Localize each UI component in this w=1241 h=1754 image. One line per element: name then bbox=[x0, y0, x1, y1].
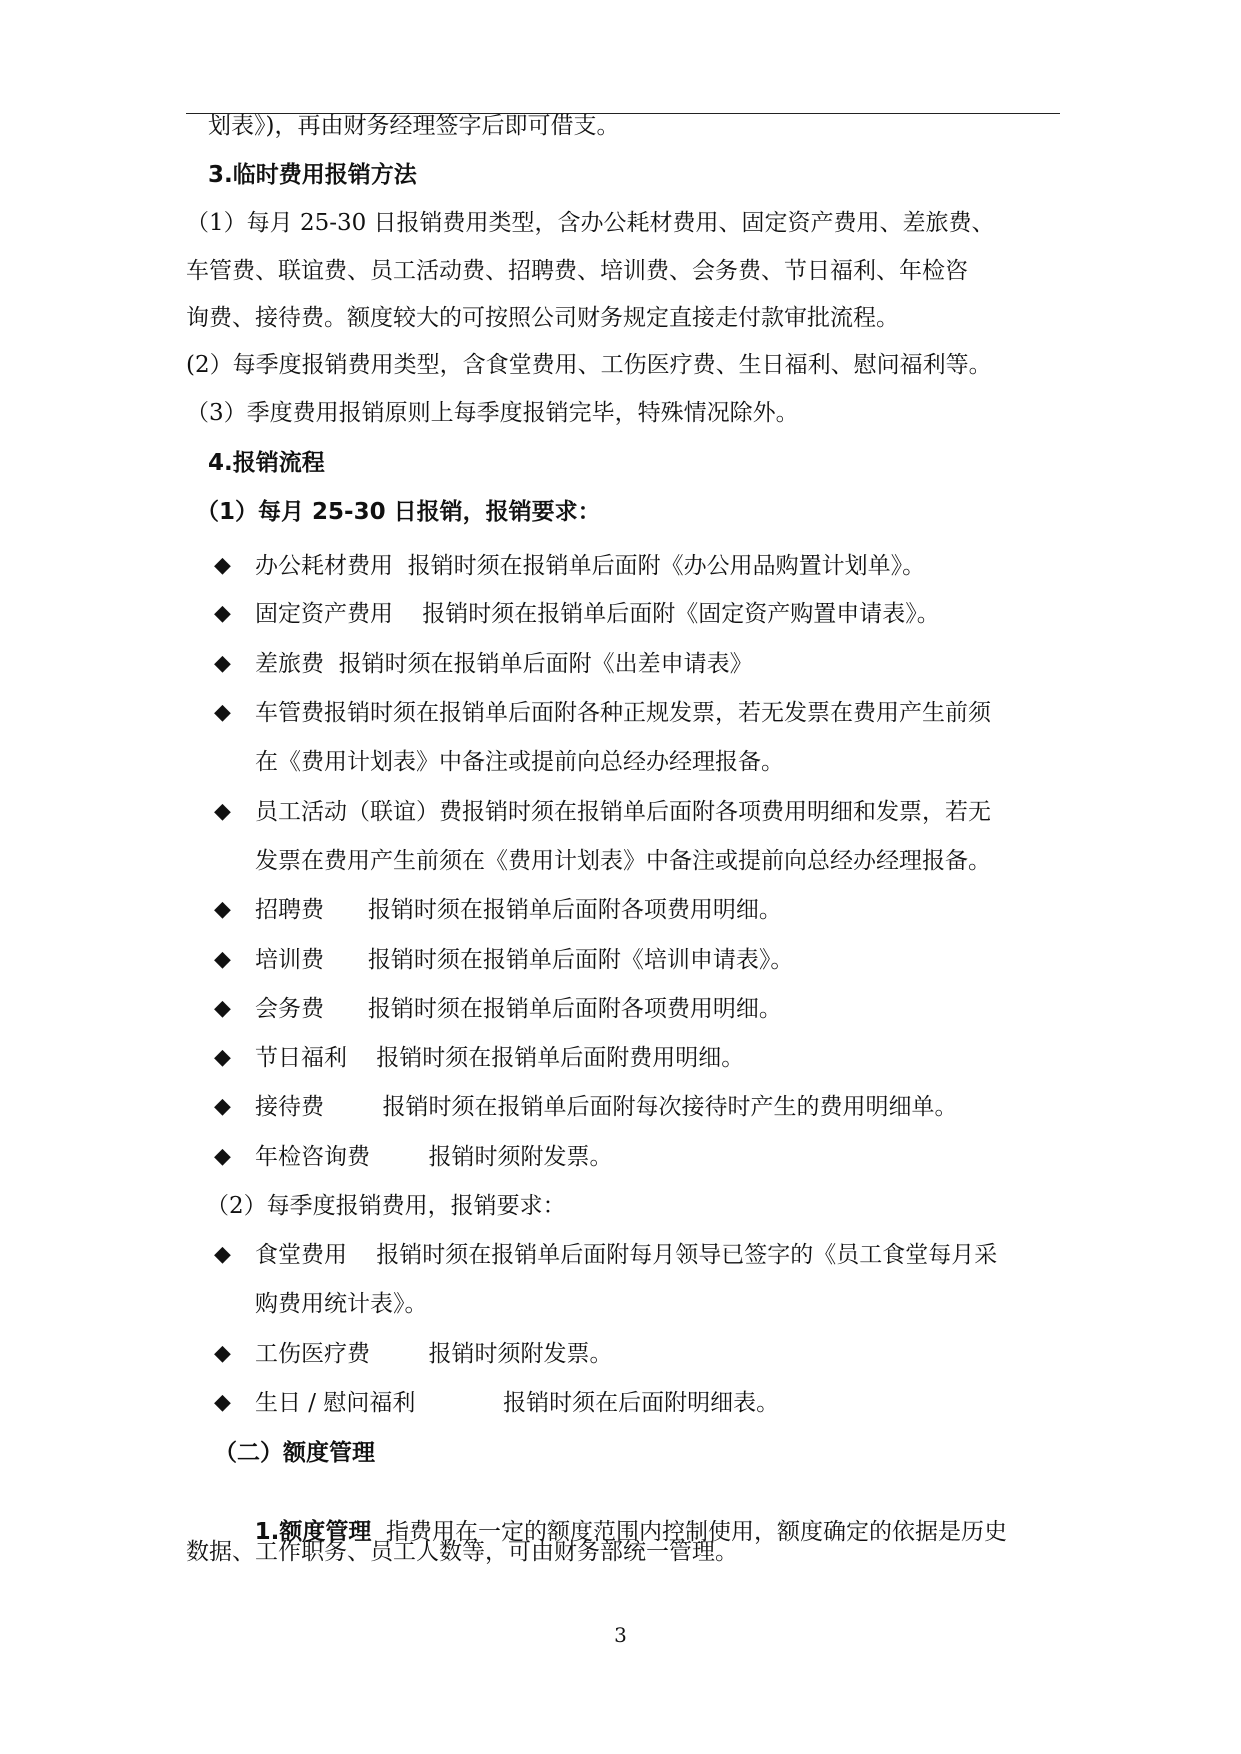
list-item-continuation: 发票在费用产生前须在《费用计划表》中备注或提前向总经办经理报备。 bbox=[255, 848, 991, 874]
term-definition: 指费用在一定的额度范围内控制使用，额度确定的依据是历史 bbox=[371, 1519, 1007, 1545]
diamond-bullet-icon: ◆ bbox=[214, 996, 231, 1021]
list-item: 车管费报销时须在报销单后面附各种正规发票，若无发票在费用产生前须 bbox=[255, 700, 991, 726]
list-item: 节日福利 报销时须在报销单后面附费用明细。 bbox=[255, 1045, 745, 1071]
diamond-bullet-icon: ◆ bbox=[214, 1045, 231, 1070]
section-heading: 3.临时费用报销方法 bbox=[208, 162, 417, 188]
list-item-continuation: 在《费用计划表》中备注或提前向总经办经理报备。 bbox=[255, 749, 784, 775]
list-item: 会务费 报销时须在报销单后面附各项费用明细。 bbox=[255, 996, 782, 1022]
list-item: 生日 / 慰问福利 报销时须在后面附明细表。 bbox=[255, 1390, 780, 1416]
list-item: 工伤医疗费 报销时须附发票。 bbox=[255, 1341, 613, 1367]
diamond-bullet-icon: ◆ bbox=[214, 1094, 231, 1119]
list-item: 员工活动（联谊）费报销时须在报销单后面附各项费用明细和发票，若无 bbox=[255, 799, 991, 825]
paragraph-line: 数据、工作职务、员工人数等，可由财务部统一管理。 bbox=[186, 1539, 738, 1565]
paragraph-line: （1）每月 25-30 日报销费用类型，含办公耗材费用、固定资产费用、差旅费、 bbox=[186, 210, 995, 236]
list-item: 接待费 报销时须在报销单后面附每次接待时产生的费用明细单。 bbox=[255, 1094, 958, 1120]
subsection-heading: （2）每季度报销费用，报销要求： bbox=[206, 1193, 566, 1219]
paragraph-line: 询费、接待费。额度较大的可按照公司财务规定直接走付款审批流程。 bbox=[186, 305, 899, 331]
paragraph-line: (2）每季度报销费用类型，含食堂费用、工伤医疗费、生日福利、慰问福利等。 bbox=[186, 352, 992, 378]
list-item-continuation: 购费用统计表》。 bbox=[255, 1291, 428, 1317]
list-item: 年检咨询费 报销时须附发票。 bbox=[255, 1144, 613, 1170]
subsection-heading: （1）每月 25-30 日报销，报销要求： bbox=[196, 499, 601, 525]
diamond-bullet-icon: ◆ bbox=[214, 553, 231, 578]
list-item: 食堂费用 报销时须在报销单后面附每月领导已签字的《员工食堂每月采 bbox=[255, 1242, 998, 1268]
diamond-bullet-icon: ◆ bbox=[214, 1390, 231, 1415]
diamond-bullet-icon: ◆ bbox=[214, 651, 231, 676]
list-item: 差旅费 报销时须在报销单后面附《出差申请表》 bbox=[255, 651, 753, 677]
diamond-bullet-icon: ◆ bbox=[214, 1341, 231, 1366]
diamond-bullet-icon: ◆ bbox=[214, 601, 231, 626]
diamond-bullet-icon: ◆ bbox=[214, 700, 231, 725]
paragraph-line: （3）季度费用报销原则上每季度报销完毕，特殊情况除外。 bbox=[186, 400, 799, 426]
term-heading: 1.额度管理 bbox=[254, 1519, 372, 1545]
diamond-bullet-icon: ◆ bbox=[214, 1144, 231, 1169]
list-item: 培训费 报销时须在报销单后面附《培训申请表》。 bbox=[255, 947, 794, 973]
paragraph-line: 划表》)，再由财务经理签字后即可借支。 bbox=[208, 113, 620, 139]
list-item: 招聘费 报销时须在报销单后面附各项费用明细。 bbox=[255, 897, 782, 923]
list-item: 办公耗材费用 报销时须在报销单后面附《办公用品购置计划单》。 bbox=[255, 553, 926, 579]
page-number: 3 bbox=[614, 1623, 627, 1647]
diamond-bullet-icon: ◆ bbox=[214, 897, 231, 922]
section-heading: 4.报销流程 bbox=[208, 450, 325, 476]
list-item: 固定资产费用 报销时须在报销单后面附《固定资产购置申请表》。 bbox=[255, 601, 940, 627]
diamond-bullet-icon: ◆ bbox=[214, 947, 231, 972]
paragraph-line: 车管费、联谊费、员工活动费、招聘费、培训费、会务费、节日福利、年检咨 bbox=[186, 258, 968, 284]
diamond-bullet-icon: ◆ bbox=[214, 799, 231, 824]
diamond-bullet-icon: ◆ bbox=[214, 1242, 231, 1267]
section-heading: （二）额度管理 bbox=[214, 1440, 375, 1466]
